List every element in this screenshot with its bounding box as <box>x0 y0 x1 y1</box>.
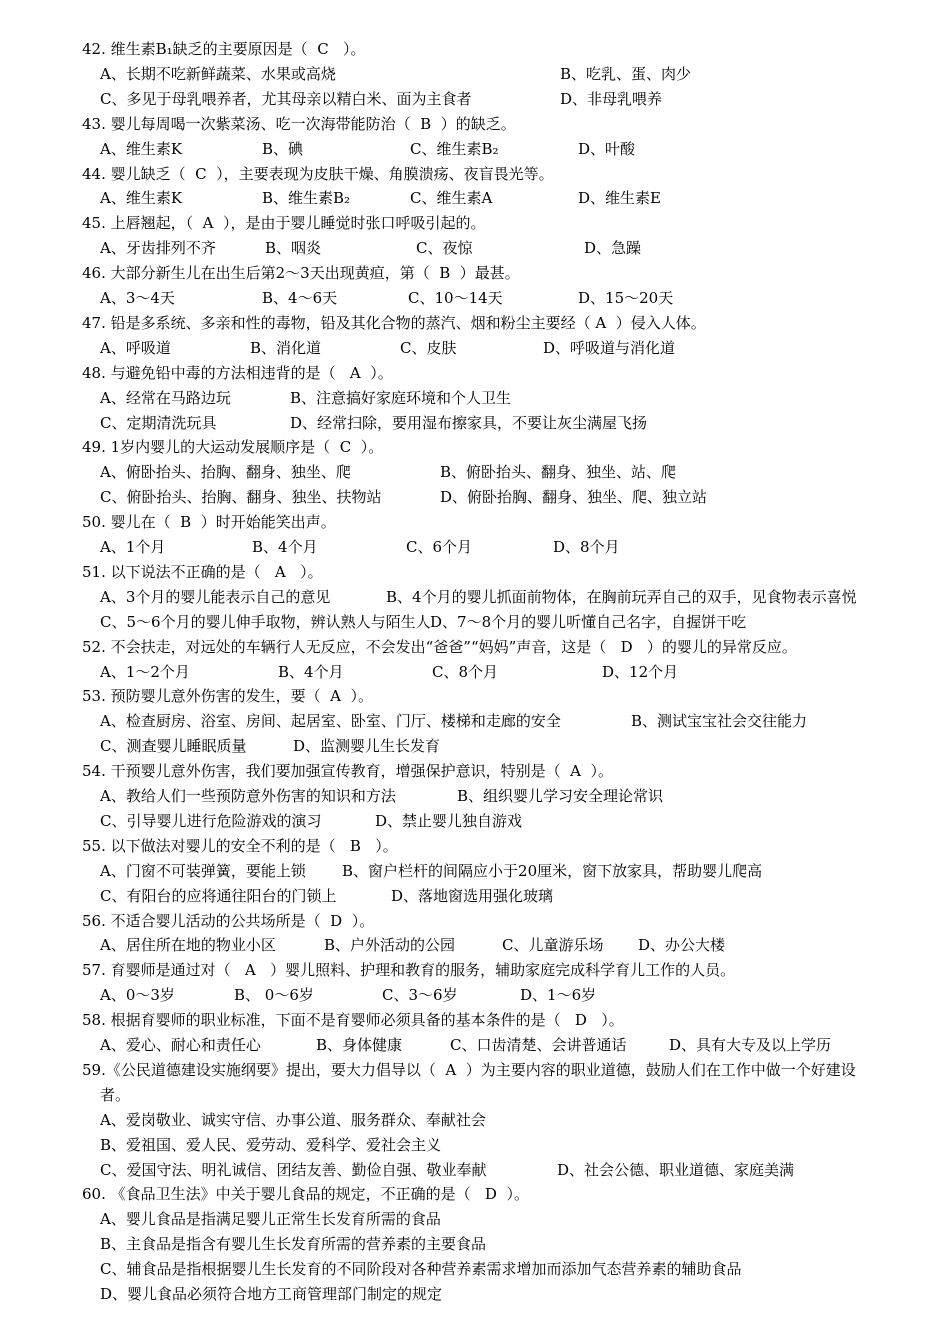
answer-option: D、非母乳喂养 <box>560 89 663 108</box>
answer-option: B、注意搞好家庭环境和个人卫生 <box>290 388 512 407</box>
question-text: 42. 维生素B₁缺乏的主要原因是（ C ）。 <box>82 40 366 58</box>
answer-option: C、6个月 <box>406 538 473 556</box>
answer-option: A、婴儿食品是指满足婴儿正常生长发育所需的食品 <box>100 1210 441 1229</box>
answer-option: B、4～6天 <box>262 289 338 307</box>
answer-option: B、身体健康 <box>316 1036 403 1054</box>
question-text: 44. 婴儿缺乏（ C ），主要表现为皮肤干燥、角膜溃疡、夜盲畏光等。 <box>82 164 554 183</box>
answer-option: A、经常在马路边玩 <box>100 388 231 407</box>
question-text: 52. 不会扶走，对远处的车辆行人无反应，不会发出“爸爸”“妈妈”声音，这是（ D ）的婴儿的异常反应。 <box>82 637 797 656</box>
answer-option: C、维生素A <box>410 189 493 208</box>
answer-option: D、具有大专及以上学历 <box>669 1036 832 1054</box>
answer-option: D、俯卧抬胸、翻身、独坐、爬、独立站 <box>440 488 708 507</box>
answer-option: C、多见于母乳喂养者，尤其母亲以精白米、面为主食者 <box>100 89 472 108</box>
answer-option: A、爱岗敬业、诚实守信、办事公道、服务群众、奉献社会 <box>100 1110 486 1129</box>
answer-option: D、婴儿食品必须符合地方工商管理部门制定的规定 <box>100 1285 443 1303</box>
answer-option: D、7～8个月的婴儿听懂自己名字，自握饼干吃 <box>430 612 747 631</box>
answer-option: B、爱祖国、爱人民、爱劳动、爱科学、爱社会主义 <box>100 1135 442 1154</box>
answer-option: A、居住所在地的物业小区 <box>100 936 276 955</box>
answer-option: B、 0～6岁 <box>234 986 314 1005</box>
question-text: 47. 铅是多系统、多亲和性的毒物，铅及其化合物的蒸汽、烟和粉尘主要经（ A ）侵入人体。 <box>82 313 706 332</box>
answer-option: A、爱心、耐心和责任心 <box>100 1036 261 1054</box>
answer-option: B、维生素B₂ <box>262 189 351 208</box>
answer-option: D、办公大楼 <box>638 936 726 955</box>
answer-option: A、牙齿排列不齐 <box>100 239 216 258</box>
answer-option: D、12个月 <box>602 662 679 681</box>
answer-option: A、维生素K <box>100 189 183 208</box>
answer-option: D、15～20天 <box>578 289 674 307</box>
answer-option: B、4个月 <box>252 538 318 556</box>
answer-option: A、门窗不可装弹簧，要能上锁 <box>100 861 306 880</box>
answer-option: C、5～6个月的婴儿伸手取物，辨认熟人与陌生人 <box>100 612 431 631</box>
answer-option: A、检查厨房、浴室、房间、起居室、卧室、门厅、楼梯和走廊的安全 <box>100 712 561 731</box>
answer-option: B、咽炎 <box>265 239 322 258</box>
answer-option: B、4个月 <box>278 662 344 681</box>
answer-option: A、1～2个月 <box>100 662 190 681</box>
answer-option: A、呼吸道 <box>100 338 171 357</box>
answer-option: C、3～6岁 <box>382 986 458 1005</box>
answer-option: C、辅食品是指根据婴儿生长发育的不同阶段对各种营养素需求增加而添加气态营养素的辅助食品 <box>100 1260 742 1279</box>
question-text: 53. 预防婴儿意外伤害的发生，要（ A ）。 <box>82 687 374 706</box>
answer-option: B、吃乳、蛋、肉少 <box>560 64 692 83</box>
answer-option: D、落地窗选用强化玻璃 <box>391 886 554 905</box>
answer-option: C、儿童游乐场 <box>502 936 604 955</box>
answer-option: B、4个月的婴儿抓面前物体，在胸前玩弄自己的双手，见食物表示喜悦 <box>386 587 857 606</box>
answer-option: B、窗户栏杆的间隔应小于20厘米，窗下放家具，帮助婴儿爬高 <box>342 861 763 880</box>
answer-option: C、引导婴儿进行危险游戏的演习 <box>100 811 322 830</box>
question-text: 48. 与避免铅中毒的方法相违背的是（ A ）。 <box>82 363 393 382</box>
answer-option: A、长期不吃新鲜蔬菜、水果或高烧 <box>100 64 336 83</box>
answer-option: A、3个月的婴儿能表示自己的意见 <box>100 587 331 606</box>
answer-option: D、禁止婴儿独自游戏 <box>375 811 523 830</box>
answer-option: B、组织婴儿学习安全理论常识 <box>457 787 664 805</box>
answer-option: C、夜惊 <box>416 239 473 258</box>
answer-option: A、3～4天 <box>100 289 175 307</box>
answer-option: D、维生素E <box>578 189 661 208</box>
question-text: 54. 干预婴儿意外伤害，我们要加强宣传教育，增强保护意识，特别是（ A ）。 <box>82 762 614 781</box>
question-text: 50. 婴儿在（ B ）时开始能笑出声。 <box>82 513 336 532</box>
answer-option: B、主食品是指含有婴儿生长发育所需的营养素的主要食品 <box>100 1235 487 1254</box>
answer-option: C、有阳台的应将通往阳台的门锁上 <box>100 886 337 905</box>
answer-option: D、急躁 <box>584 239 642 258</box>
answer-option: C、8个月 <box>432 662 499 681</box>
answer-option: A、1个月 <box>100 538 166 556</box>
answer-option: B、测试宝宝社会交往能力 <box>631 712 808 731</box>
question-text: 56. 不适合婴儿活动的公共场所是（ D ）。 <box>82 911 375 930</box>
answer-option: D、社会公德、职业道德、家庭美满 <box>557 1160 795 1179</box>
answer-option: D、叶酸 <box>578 139 636 158</box>
question-text: 43. 婴儿每周喝一次紫菜汤、吃一次海带能防治（ B ）的缺乏。 <box>82 114 516 133</box>
answer-option: C、测查婴儿睡眠质量 <box>100 737 247 756</box>
answer-option: D、8个月 <box>553 538 620 556</box>
answer-option: B、碘 <box>262 139 304 158</box>
question-text: 45. 上唇翘起，（ A ），是由于婴儿睡觉时张口呼吸引起的。 <box>82 214 486 233</box>
question-text: 46. 大部分新生儿在出生后第2～3天出现黄疸，第（ B ）最甚。 <box>82 264 520 283</box>
question-text: 49. 1岁内婴儿的大运动发展顺序是（ C ）。 <box>82 438 384 457</box>
question-text: 51. 以下说法不正确的是（ A ）。 <box>82 562 323 581</box>
answer-option: D、呼吸道与消化道 <box>543 338 676 357</box>
question-text: 58. 根据育婴师的职业标准，下面不是育婴师必须具备的基本条件的是（ D ）。 <box>82 1011 624 1030</box>
answer-option: A、0～3岁 <box>100 986 175 1005</box>
answer-option: D、1～6岁 <box>520 986 597 1005</box>
answer-option: C、爱国守法、明礼诚信、团结友善、勤俭自强、敬业奉献 <box>100 1160 487 1179</box>
answer-option: C、俯卧抬头、抬胸、翻身、独坐、扶物站 <box>100 488 382 507</box>
answer-option: B、消化道 <box>250 338 322 357</box>
answer-option: B、户外活动的公园 <box>324 936 456 955</box>
question-text: 55. 以下做法对婴儿的安全不利的是（ B ）。 <box>82 836 398 855</box>
answer-option: D、监测婴儿生长发育 <box>293 737 441 756</box>
question-text: 60. 《食品卫生法》中关于婴儿食品的规定，不正确的是（ D ）。 <box>82 1185 529 1204</box>
answer-option: C、10～14天 <box>408 289 503 307</box>
answer-option: D、经常扫除，要用湿布擦家具，不要让灰尘满屋飞扬 <box>290 413 648 432</box>
answer-option: A、俯卧抬头、抬胸、翻身、独坐、爬 <box>100 463 351 482</box>
answer-option: C、定期清洗玩具 <box>100 413 217 432</box>
answer-option: C、皮肤 <box>400 338 457 357</box>
answer-option: 者。 <box>100 1085 131 1104</box>
answer-option: B、俯卧抬头、翻身、独坐、站、爬 <box>440 463 677 482</box>
answer-option: C、口齿清楚、会讲普通话 <box>450 1036 627 1054</box>
question-text: 57. 育婴师是通过对（ A ）婴儿照料、护理和教育的服务，辅助家庭完成科学育儿工作的人员。 <box>82 961 736 980</box>
answer-option: C、维生素B₂ <box>410 139 499 158</box>
answer-option: A、教给人们一些预防意外伤害的知识和方法 <box>100 787 396 805</box>
answer-option: A、维生素K <box>100 139 183 158</box>
question-text: 59.《公民道德建设实施纲要》提出，要大力倡导以（ A ）为主要内容的职业道德，鼓励人们在工作中做一个好建设 <box>82 1060 856 1079</box>
